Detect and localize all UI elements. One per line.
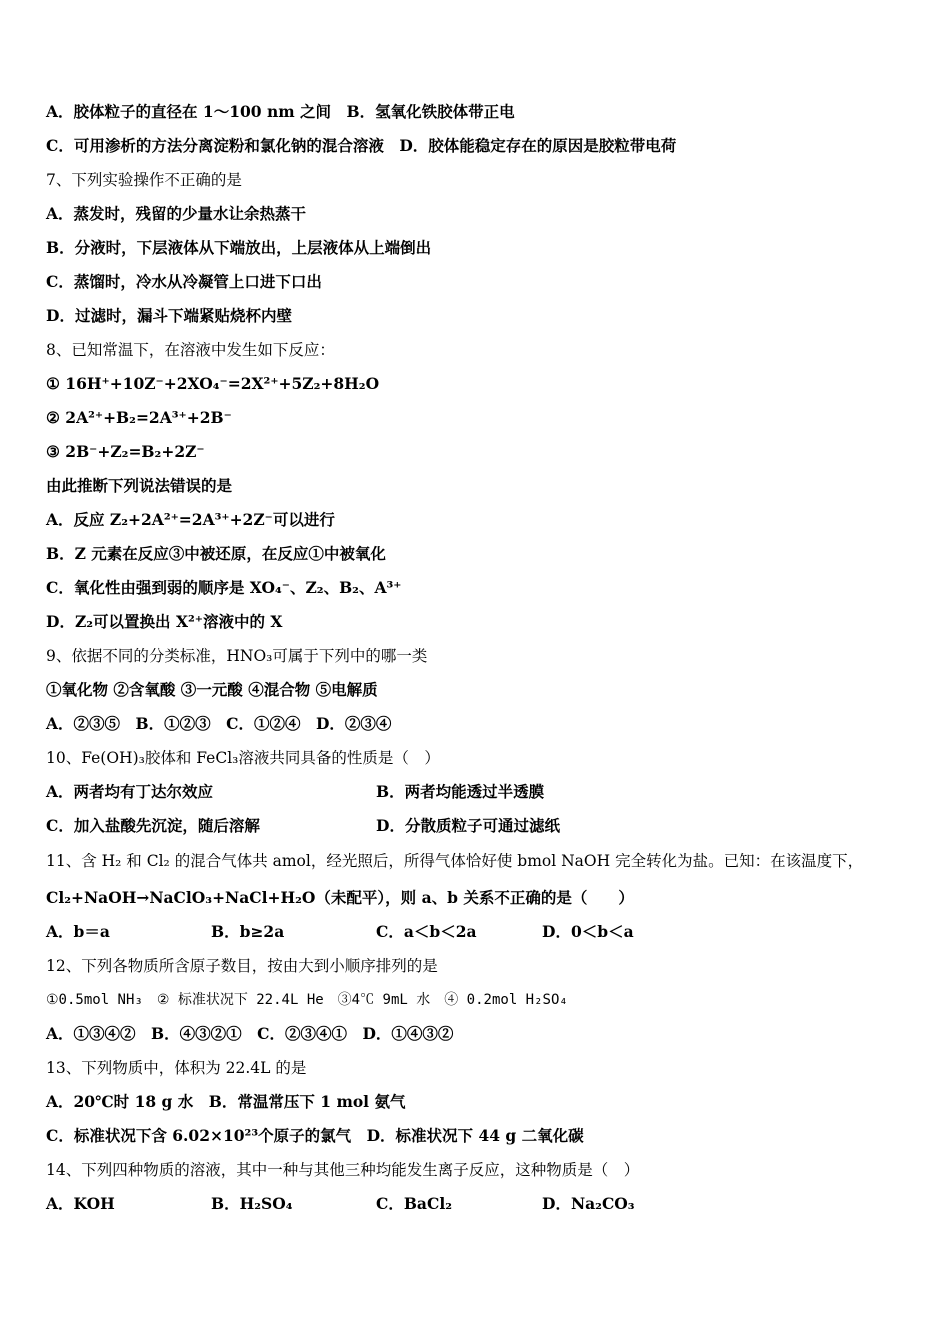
q7-option-b: B．分液时，下层液体从下端放出，上层液体从上端倒出 xyxy=(46,238,432,257)
q6-options-ab: A．胶体粒子的直径在 1～100 nm 之间 B．氢氧化铁胶体带正电 xyxy=(46,102,515,121)
q13-stem: 13、下列物质中，体积为 22.4L 的是 xyxy=(46,1059,307,1077)
q8-option-b: B．Z 元素在反应③中被还原，在反应①中被氧化 xyxy=(46,544,386,563)
q14-option-b: B．H₂SO₄ xyxy=(211,1194,293,1213)
q11-stem: 11、含 H₂ 和 Cl₂ 的混合气体共 amol，经光照后，所得气体恰好使 bmol NaOH 完全转化为盐。已知：在该温度下， xyxy=(46,852,864,870)
q7-stem: 7、下列实验操作不正确的是 xyxy=(46,171,242,189)
q10-option-a: A．两者均有丁达尔效应 xyxy=(46,782,214,801)
q8-option-c: C．氧化性由强到弱的顺序是 XO₄⁻、Z₂、B₂、A³⁺ xyxy=(46,578,402,597)
q11-option-a: A．b＝a xyxy=(46,922,110,941)
q8-stem: 8、已知常温下，在溶液中发生如下反应： xyxy=(46,341,335,359)
q11-equation: Cl₂+NaOH→NaClO₃+NaCl+H₂O（未配平），则 a、b 关系不正确的是（ ） xyxy=(46,888,634,907)
q14-option-a: A．KOH xyxy=(46,1194,115,1213)
q7-option-d: D．过滤时，漏斗下端紧贴烧杯内壁 xyxy=(46,306,292,325)
q8-option-d: D．Z₂可以置换出 X²⁺溶液中的 X xyxy=(46,612,283,631)
q14-option-d: D．Na₂CO₃ xyxy=(542,1194,635,1213)
q9-options: A．②③⑤ B．①②③ C．①②④ D．②③④ xyxy=(46,714,392,733)
q11-option-d: D．0＜b＜a xyxy=(542,922,634,941)
q8-equation-1: ① 16H⁺+10Z⁻+2XO₄⁻=2X²⁺+5Z₂+8H₂O xyxy=(46,374,380,393)
q12-options: A．①③④② B．④③②① C．②③④① D．①④③② xyxy=(46,1024,454,1043)
q11-option-c: C．a＜b＜2a xyxy=(376,922,477,941)
q13-options-ab: A．20℃时 18 g 水 B．常温常压下 1 mol 氨气 xyxy=(46,1092,406,1111)
q12-stem: 12、下列各物质所含原子数目，按由大到小顺序排列的是 xyxy=(46,957,438,975)
q6-options-cd: C．可用渗析的方法分离淀粉和氯化钠的混合溶液 D．胶体能稳定存在的原因是胶粒带电荷 xyxy=(46,136,677,155)
q8-equation-3: ③ 2B⁻+Z₂=B₂+2Z⁻ xyxy=(46,442,205,461)
q13-options-cd: C．标准状况下含 6.02×10²³个原子的氯气 D．标准状况下 44 g 二氧化碳 xyxy=(46,1126,584,1145)
q7-option-a: A．蒸发时，残留的少量水让余热蒸干 xyxy=(46,204,307,223)
q14-stem: 14、下列四种物质的溶液，其中一种与其他三种均能发生离子反应，这种物质是（ ） xyxy=(46,1161,640,1179)
q7-option-c: C．蒸馏时，冷水从冷凝管上口进下口出 xyxy=(46,272,322,291)
q11-option-b: B．b≥2a xyxy=(211,922,285,941)
q9-items: ①氧化物 ②含氧酸 ③一元酸 ④混合物 ⑤电解质 xyxy=(46,680,378,699)
q8-equation-2: ② 2A²⁺+B₂=2A³⁺+2B⁻ xyxy=(46,408,232,427)
q9-stem: 9、依据不同的分类标准，HNO₃可属于下列中的哪一类 xyxy=(46,647,428,665)
q10-option-c: C．加入盐酸先沉淀，随后溶解 xyxy=(46,816,260,835)
q10-stem: 10、Fe(OH)₃胶体和 FeCl₃溶液共同具备的性质是（ ） xyxy=(46,749,440,767)
q10-option-d: D．分散质粒子可通过滤纸 xyxy=(376,816,560,835)
q8-option-a: A．反应 Z₂+2A²⁺=2A³⁺+2Z⁻可以进行 xyxy=(46,510,335,529)
q8-question: 由此推断下列说法错误的是 xyxy=(46,476,233,495)
q12-items: ①0.5mol NH₃ ② 标准状况下 22.4L He ③4℃ 9mL 水 ④ 0.2mol H₂SO₄ xyxy=(46,992,568,1008)
q14-option-c: C．BaCl₂ xyxy=(376,1194,452,1213)
q10-option-b: B．两者均能透过半透膜 xyxy=(376,782,545,801)
